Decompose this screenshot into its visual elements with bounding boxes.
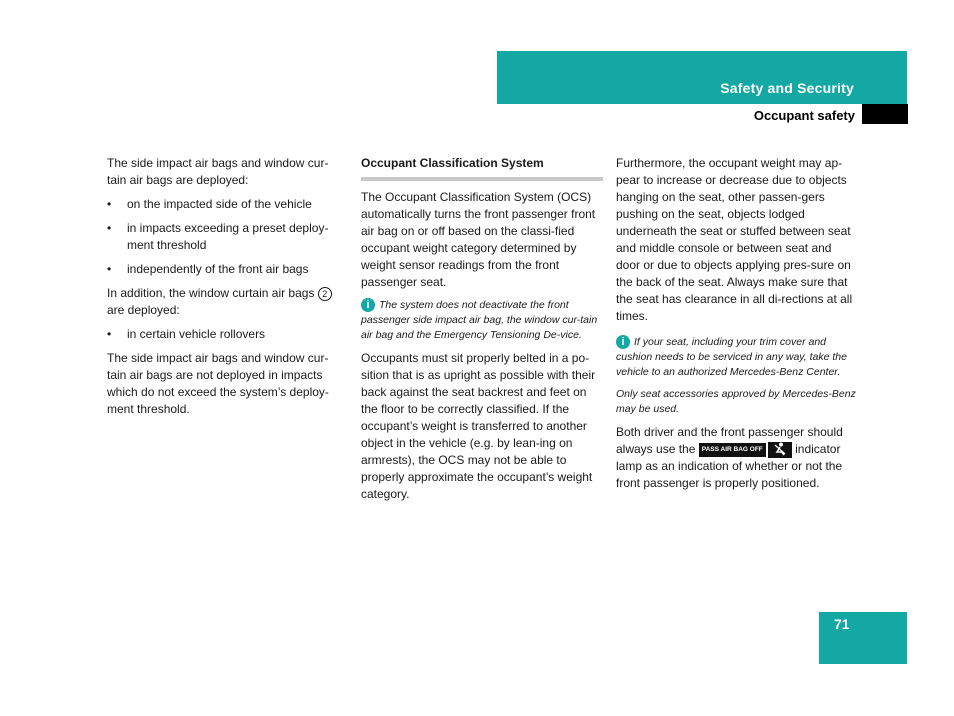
section-title: Safety and Security <box>720 80 854 96</box>
list-item: • on the impacted side of the vehicle <box>107 197 312 211</box>
info-note: i The system does not deactivate the front passenger side impact air bag, the window cur-tain air bag and the Emergency Tensioning De-vice. <box>361 299 598 341</box>
info-icon: i <box>361 298 375 312</box>
paragraph: The Occupant Classification System (OCS) automatically turns the front passenger front air bag on or off based on the classi-fied occupant weight category determined by weight sensor readings from the front passenger seat. <box>361 190 596 289</box>
paragraph: In addition, the window curtain air bags 2 are deployed: <box>107 285 347 319</box>
paragraph: Occupants must sit properly belted in a po-sition that is as upright as possible with their back against the seat backrest and feet on the floor to be correctly classified. If the occupant’s weight is transferred to another object in the vehicle (e.g. by lean-ing on armrests), the OCS may not be able to properly approximate the occupant’s weight category. <box>361 351 596 501</box>
pass-air-bag-off-indicator: PASS AIR BAG OFF <box>699 443 766 457</box>
page-number-box <box>819 612 907 664</box>
column-3 <box>616 155 858 499</box>
note-text: Only seat accessories approved by Mercedes-Benz may be used. <box>616 388 856 415</box>
column-2 <box>361 155 603 510</box>
list-item: • in impacts exceeding a preset deploy-ment threshold <box>107 221 329 252</box>
paragraph: The side impact air bags and window cur-tain air bags are not deployed in impacts which do not exceed the system’s deploy-ment threshold. <box>107 351 329 416</box>
paragraph: The side impact air bags and window cur-tain air bags are deployed: <box>107 156 329 187</box>
page-number: 71 <box>834 616 850 632</box>
info-icon: i <box>616 335 630 349</box>
info-note: i If your seat, including your trim cover and cushion needs to be serviced in any way, take the vehicle to an authorized Mercedes-Benz Center. <box>616 336 847 378</box>
column-heading: Occupant Classification System <box>361 155 603 181</box>
paragraph: Both driver and the front passenger should always use the PASS AIR BAG OFF indicator lamp as an indication of whether or not the front passenger is properly positioned. <box>616 425 843 490</box>
column-1 <box>107 155 347 425</box>
callout-marker: 2 <box>318 287 332 301</box>
list-item: • independently of the front air bags <box>107 262 309 276</box>
header-bar <box>497 51 907 104</box>
subsection-tab <box>862 104 908 124</box>
subsection-title: Occupant safety <box>753 108 855 123</box>
seat-occupant-icon <box>768 442 792 458</box>
paragraph: Furthermore, the occupant weight may ap-pear to increase or decrease due to objects hanging on the seat, other passen-gers pushing on the seat, objects lodged underneath the seat or stuffed between seat and middle console or between seat and door or due to objects applying pres-sure on the back of the seat. Always make sure that the seat has clearance in all di-rections at all times. <box>616 156 853 323</box>
list-item: • in certain vehicle rollovers <box>107 327 266 341</box>
